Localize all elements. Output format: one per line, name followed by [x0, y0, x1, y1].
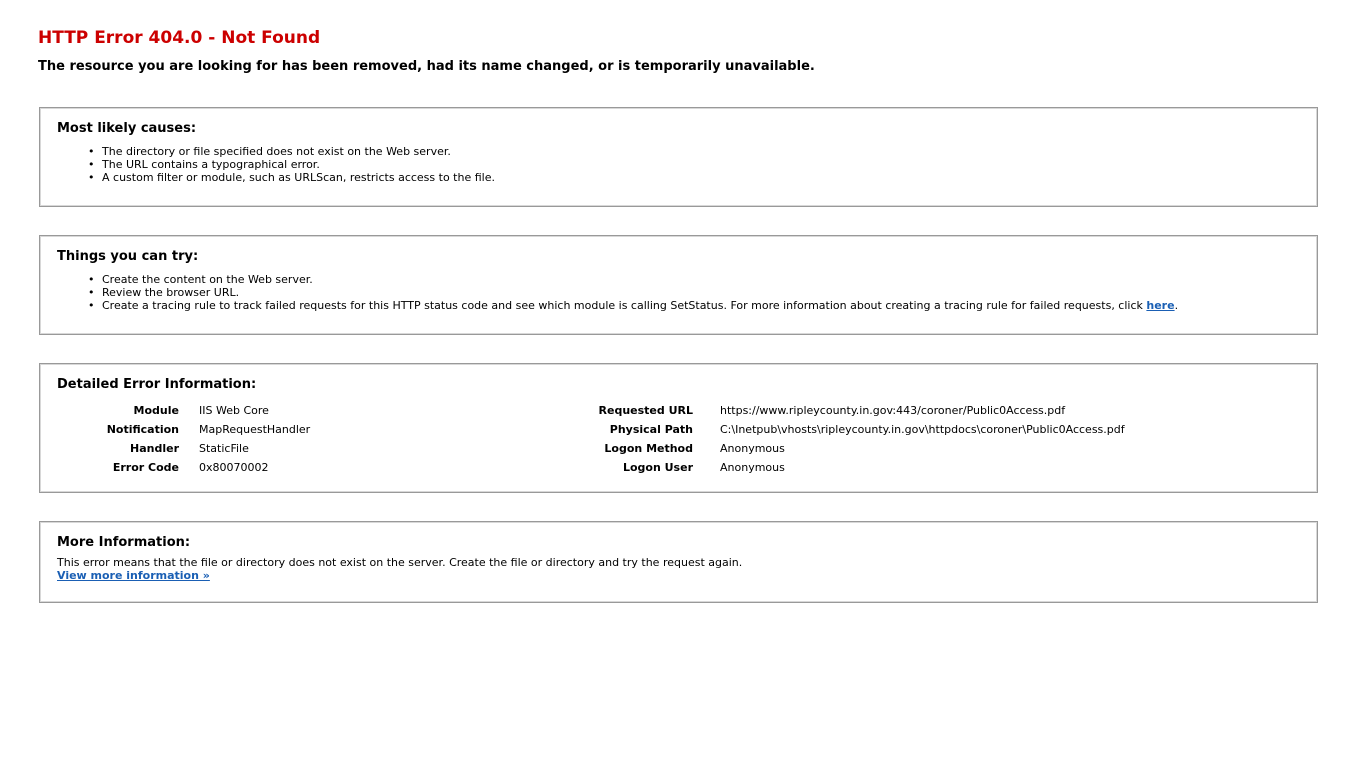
bullet-icon: • — [88, 158, 95, 171]
detail-value-physical-path: C:\Inetpub\vhosts\ripleycounty.in.gov\httpdocs\coroner\Public0Access.pdf — [720, 423, 1125, 436]
detail-label-error-code: Error Code — [112, 461, 179, 474]
more-info-panel — [39, 521, 1318, 603]
detail-label-module: Module — [133, 404, 179, 417]
causes-list — [57, 145, 1300, 184]
bullet-icon: • — [88, 145, 95, 158]
detail-value-notification: MapRequestHandler — [199, 423, 311, 436]
detail-value-error-code: 0x80070002 — [199, 461, 269, 474]
list-item-text: Create a tracing rule to track failed requests for this HTTP status code and see which module is calling SetStatus. For more information about creating a tracing rule for failed requests, click — [102, 299, 1147, 312]
list-item-text: A custom filter or module, such as URLScan, restricts access to the file. — [102, 171, 495, 184]
bullet-icon: • — [88, 299, 95, 312]
more-info-text: This error means that the file or directory does not exist on the server. Create the file or directory and try the request again. — [57, 556, 743, 569]
try-heading: Things you can try: — [57, 249, 199, 264]
detail-value-handler: StaticFile — [199, 442, 249, 455]
list-item-text: Create the content on the Web server. — [102, 273, 313, 286]
detail-value-requested-url: https://www.ripleycounty.in.gov:443/coroner/Public0Access.pdf — [720, 404, 1066, 417]
list-item — [88, 171, 1300, 184]
detail-label-handler: Handler — [130, 442, 179, 455]
bullet-icon: • — [88, 171, 95, 184]
detail-label-logon-method: Logon Method — [604, 442, 693, 455]
list-item — [88, 299, 1300, 312]
causes-panel — [39, 107, 1318, 207]
error-header — [38, 26, 1346, 76]
detail-label-physical-path: Physical Path — [609, 423, 693, 436]
details-table — [57, 401, 1300, 477]
detail-label-notification: Notification — [106, 423, 179, 436]
list-item — [88, 273, 1300, 286]
list-item — [88, 145, 1300, 158]
view-more-info-link[interactable]: View more information » — [57, 569, 210, 582]
list-item — [88, 286, 1300, 299]
detail-label-requested-url: Requested URL — [598, 404, 693, 417]
details-panel — [39, 363, 1318, 493]
try-panel — [39, 235, 1318, 335]
list-item — [88, 158, 1300, 171]
detail-value-logon-user: Anonymous — [720, 461, 785, 474]
error-title: HTTP Error 404.0 - Not Found — [38, 28, 321, 48]
try-list — [57, 273, 1300, 312]
detail-label-logon-user: Logon User — [622, 461, 693, 474]
here-link[interactable]: here — [1146, 299, 1175, 312]
details-heading: Detailed Error Information: — [57, 377, 257, 392]
list-item-text: Review the browser URL. — [102, 286, 240, 299]
causes-heading: Most likely causes: — [57, 121, 197, 136]
list-item-text: The URL contains a typographical error. — [102, 158, 320, 171]
bullet-icon: • — [88, 286, 95, 299]
detail-value-logon-method: Anonymous — [720, 442, 785, 455]
more-info-heading: More Information: — [57, 535, 191, 550]
detail-value-module: IIS Web Core — [199, 404, 269, 417]
bullet-icon: • — [88, 273, 95, 286]
error-subtitle: The resource you are looking for has been removed, had its name changed, or is temporarily unavailable. — [38, 59, 815, 74]
list-item-text: The directory or file specified does not exist on the Web server. — [102, 145, 451, 158]
period-text: . — [1174, 299, 1179, 312]
